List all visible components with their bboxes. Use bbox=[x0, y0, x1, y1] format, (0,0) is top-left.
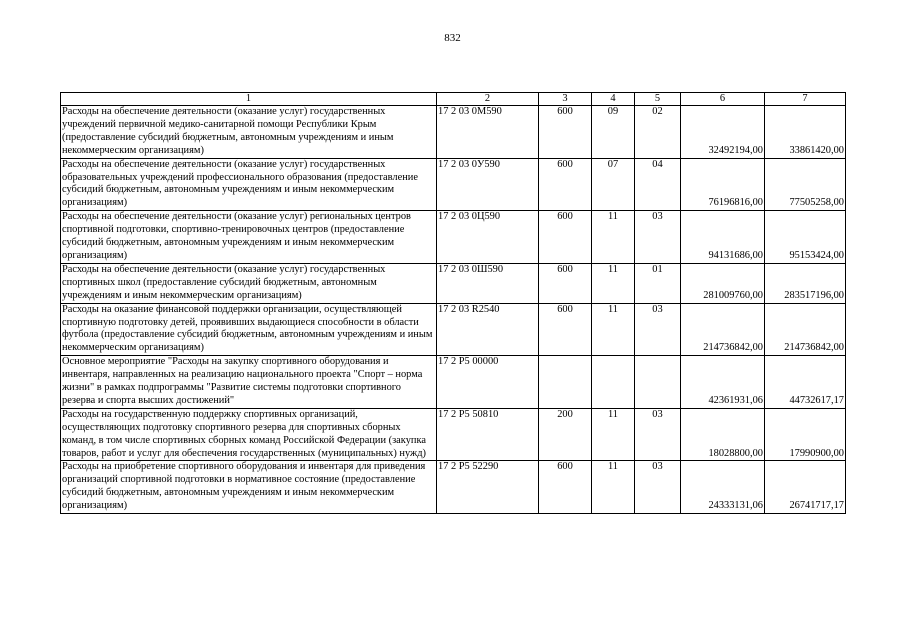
budget-table bbox=[60, 92, 846, 514]
table-row bbox=[61, 106, 846, 159]
column-header: 5 bbox=[635, 93, 681, 106]
section-cell: 11 bbox=[592, 263, 635, 303]
target-code-cell: 17 2 P5 00000 bbox=[437, 356, 539, 409]
table-row bbox=[61, 263, 846, 303]
amount-year2-cell: 26741717,17 bbox=[765, 461, 846, 514]
column-header: 3 bbox=[539, 93, 592, 106]
target-code-cell: 17 2 P5 50810 bbox=[437, 408, 539, 461]
section-cell: 07 bbox=[592, 158, 635, 211]
subsection-cell: 02 bbox=[635, 106, 681, 159]
amount-year1-cell: 94131686,00 bbox=[681, 211, 765, 264]
target-code-cell: 17 2 03 0М590 bbox=[437, 106, 539, 159]
amount-year2-cell: 33861420,00 bbox=[765, 106, 846, 159]
table-row bbox=[61, 158, 846, 211]
amount-year1-cell: 32492194,00 bbox=[681, 106, 765, 159]
expense-type-cell: 200 bbox=[539, 408, 592, 461]
table-row bbox=[61, 303, 846, 356]
target-code-cell: 17 2 03 0У590 bbox=[437, 158, 539, 211]
amount-year1-cell: 24333131,06 bbox=[681, 461, 765, 514]
subsection-cell: 01 bbox=[635, 263, 681, 303]
expense-name-cell: Расходы на обеспечение деятельности (оказание услуг) государственных учреждений первичной медико-санитарной помощи Республики Крым (предоставление субсидий бюджетным, автономным учреждениям и иным некоммерческим организациям) bbox=[61, 106, 437, 159]
expense-name-cell: Расходы на приобретение спортивного оборудования и инвентаря для приведения организаций спортивной подготовки в нормативное состояние (предоставление субсидий бюджетным, автономным учреждениям и иным некоммерческим организациям) bbox=[61, 461, 437, 514]
subsection-cell bbox=[635, 356, 681, 409]
table-row bbox=[61, 461, 846, 514]
amount-year2-cell: 214736842,00 bbox=[765, 303, 846, 356]
expense-type-cell bbox=[539, 356, 592, 409]
expense-type-cell: 600 bbox=[539, 158, 592, 211]
expense-type-cell: 600 bbox=[539, 263, 592, 303]
amount-year2-cell: 77505258,00 bbox=[765, 158, 846, 211]
expense-name-cell: Расходы на обеспечение деятельности (оказание услуг) региональных центров спортивной подготовки, спортивно-тренировочных центров (предоставление субсидий бюджетным, автономным учреждениям и иным некоммерческим организациям) bbox=[61, 211, 437, 264]
amount-year1-cell: 281009760,00 bbox=[681, 263, 765, 303]
column-header: 4 bbox=[592, 93, 635, 106]
subsection-cell: 03 bbox=[635, 303, 681, 356]
section-cell: 11 bbox=[592, 303, 635, 356]
subsection-cell: 03 bbox=[635, 408, 681, 461]
expense-type-cell: 600 bbox=[539, 461, 592, 514]
amount-year1-cell: 42361931,06 bbox=[681, 356, 765, 409]
target-code-cell: 17 2 03 0Ц590 bbox=[437, 211, 539, 264]
subsection-cell: 04 bbox=[635, 158, 681, 211]
amount-year2-cell: 44732617,17 bbox=[765, 356, 846, 409]
section-cell: 11 bbox=[592, 408, 635, 461]
amount-year1-cell: 18028800,00 bbox=[681, 408, 765, 461]
amount-year2-cell: 17990900,00 bbox=[765, 408, 846, 461]
amount-year2-cell: 95153424,00 bbox=[765, 211, 846, 264]
column-header: 2 bbox=[437, 93, 539, 106]
expense-name-cell: Расходы на обеспечение деятельности (оказание услуг) государственных образовательных учреждений профессионального образования (предоставление субсидий бюджетным, автономным учреждениям и иным некоммерческим организациям) bbox=[61, 158, 437, 211]
table-row bbox=[61, 211, 846, 264]
expense-name-cell: Расходы на оказание финансовой поддержки организации, осуществляющей спортивную подготовку детей, проявивших выдающиеся способности в области футбола (предоставление субсидий бюджетным, автономным учреждениям и иным некоммерческим организациям) bbox=[61, 303, 437, 356]
subsection-cell: 03 bbox=[635, 211, 681, 264]
table-row bbox=[61, 408, 846, 461]
amount-year2-cell: 283517196,00 bbox=[765, 263, 846, 303]
section-cell: 11 bbox=[592, 211, 635, 264]
target-code-cell: 17 2 P5 52290 bbox=[437, 461, 539, 514]
section-cell bbox=[592, 356, 635, 409]
expense-name-cell: Расходы на обеспечение деятельности (оказание услуг) государственных спортивных школ (предоставление субсидий бюджетным, автономным учреждениям и иным некоммерческим организациям) bbox=[61, 263, 437, 303]
target-code-cell: 17 2 03 0Ш590 bbox=[437, 263, 539, 303]
column-header: 7 bbox=[765, 93, 846, 106]
section-cell: 11 bbox=[592, 461, 635, 514]
expense-type-cell: 600 bbox=[539, 211, 592, 264]
expense-name-cell: Расходы на государственную поддержку спортивных организаций, осуществляющих подготовку спортивного резерва для спортивных сборных команд, в том числе спортивных сборных команд Российской Федерации (закупка товаров, работ и услуг для обеспечения государственных (муниципальных) нужд) bbox=[61, 408, 437, 461]
section-cell: 09 bbox=[592, 106, 635, 159]
expense-type-cell: 600 bbox=[539, 303, 592, 356]
subsection-cell: 03 bbox=[635, 461, 681, 514]
table-row bbox=[61, 356, 846, 409]
target-code-cell: 17 2 03 R2540 bbox=[437, 303, 539, 356]
header-row bbox=[61, 93, 846, 106]
expense-type-cell: 600 bbox=[539, 106, 592, 159]
column-header: 6 bbox=[681, 93, 765, 106]
expense-name-cell: Основное мероприятие "Расходы на закупку спортивного оборудования и инвентаря, направленных на реализацию национального проекта "Спорт – норма жизни" в рамках подпрограммы "Развитие системы подготовки спортивного резерва и спорта высших достижений" bbox=[61, 356, 437, 409]
amount-year1-cell: 76196816,00 bbox=[681, 158, 765, 211]
amount-year1-cell: 214736842,00 bbox=[681, 303, 765, 356]
column-header: 1 bbox=[61, 93, 437, 106]
page-number: 832 bbox=[444, 32, 461, 44]
